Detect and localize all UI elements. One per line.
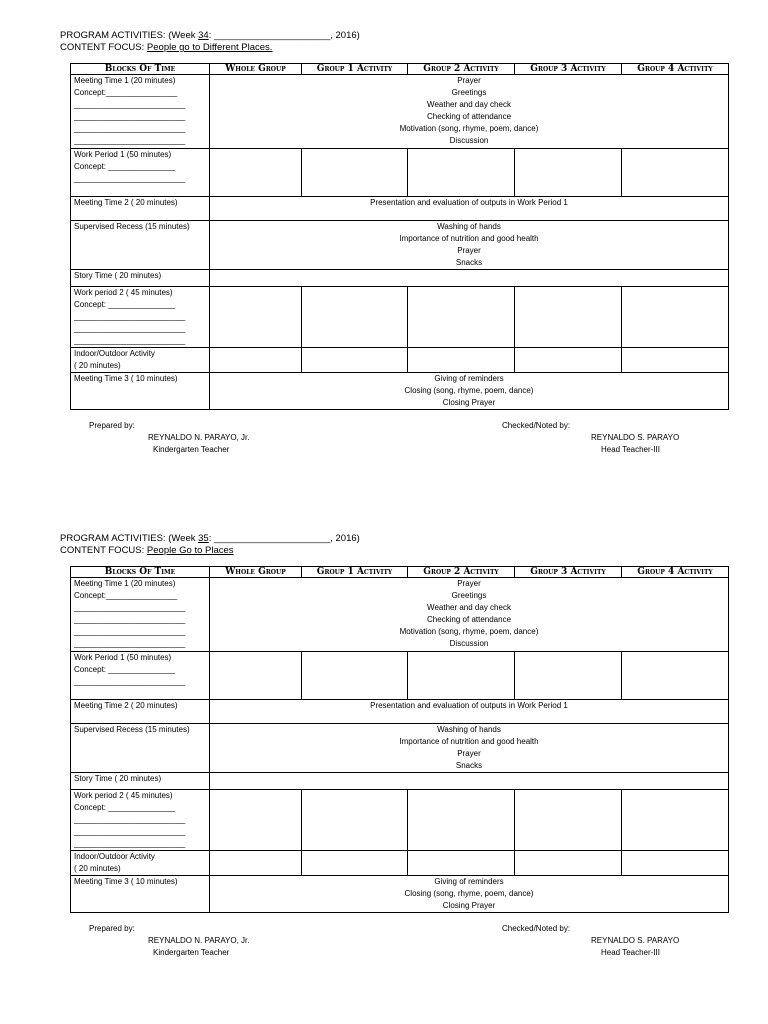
activity-cell[interactable] — [622, 149, 729, 197]
checked-by-title: Head Teacher-III — [601, 948, 660, 957]
week-number: 34 — [198, 30, 209, 41]
table-row — [71, 851, 729, 876]
block-line: _________________________ — [74, 124, 186, 133]
block-line: _________________________ — [74, 827, 186, 836]
activity-line: Greetings — [451, 591, 487, 600]
meeting-time-2-activity — [210, 197, 729, 221]
block-line: Concept: _______________ — [74, 162, 175, 171]
supervised-recess-activities — [210, 221, 729, 270]
activity-line: Prayer — [457, 76, 481, 85]
activity-cell[interactable] — [408, 149, 515, 197]
col-header: Group 3 Activity — [515, 64, 622, 75]
meeting-time-3-activities — [210, 876, 729, 913]
block-line: Indoor/Outdoor Activity — [74, 349, 155, 358]
block-line: Supervised Recess (15 minutes) — [74, 725, 190, 734]
block-line: Meeting Time 2 ( 20 minutes) — [74, 198, 178, 207]
activity-line: Closing Prayer — [442, 398, 496, 407]
table-row — [71, 700, 729, 724]
content-focus-label: CONTENT FOCUS: — [60, 42, 147, 53]
activity-cell[interactable] — [622, 851, 729, 876]
block-line: Concept:________________ — [74, 88, 178, 97]
year-suffix: , 2016) — [330, 30, 360, 41]
table-header-row — [71, 64, 729, 75]
block-line: _________________________ — [74, 839, 186, 848]
block-line: ( 20 minutes) — [74, 864, 121, 873]
col-header: Group 2 Activity — [408, 64, 515, 75]
week-number: 35 — [198, 533, 209, 544]
block-line: _________________________ — [74, 603, 186, 612]
block-line: Indoor/Outdoor Activity — [74, 852, 155, 861]
work-period-2-block — [71, 790, 210, 851]
block-line: Work period 2 ( 45 minutes) — [74, 288, 173, 297]
activity-cell[interactable] — [302, 348, 408, 373]
col-header: Blocks Of Time — [71, 64, 210, 75]
activity-cell[interactable] — [302, 790, 408, 851]
table-row — [71, 348, 729, 373]
meeting-time-3-block — [71, 373, 210, 410]
block-line: _________________________ — [74, 112, 186, 121]
activity-line: Snacks — [455, 258, 483, 267]
block-line: Meeting Time 3 ( 10 minutes) — [74, 877, 178, 886]
table-row — [71, 876, 729, 913]
block-line: _________________________ — [74, 312, 186, 321]
activity-line: Importance of nutrition and good health — [399, 737, 539, 746]
program-label: PROGRAM ACTIVITIES: (Week — [60, 533, 199, 544]
content-focus-line — [60, 42, 272, 54]
story-time-block — [71, 773, 210, 790]
meeting-time-3-block — [71, 876, 210, 913]
content-focus-value: People go to Different Places. — [146, 42, 273, 53]
activity-cell[interactable] — [408, 790, 515, 851]
activity-cell[interactable] — [302, 851, 408, 876]
block-line: Meeting Time 3 ( 10 minutes) — [74, 374, 178, 383]
activity-cell[interactable] — [302, 149, 408, 197]
work-period-1-block — [71, 652, 210, 700]
col-header: Group 2 Activity — [408, 567, 515, 578]
col-header: Group 4 Activity — [622, 567, 729, 578]
block-line: _________________________ — [74, 324, 186, 333]
activity-cell[interactable] — [408, 287, 515, 348]
meeting-time-2-block — [71, 197, 210, 221]
meeting-time-1-activities — [210, 578, 729, 652]
block-line: ( 20 minutes) — [74, 361, 121, 370]
block-line: Concept: _______________ — [74, 665, 175, 674]
activity-line: Discussion — [449, 136, 489, 145]
year-suffix: , 2016) — [330, 533, 360, 544]
story-time-block — [71, 270, 210, 287]
activity-cell[interactable] — [210, 149, 302, 197]
prepared-by-name: REYNALDO N. PARAYO, Jr. — [148, 936, 250, 945]
block-line: _________________________ — [74, 815, 186, 824]
activity-line: Presentation and evaluation of outputs in Work Period 1 — [370, 198, 568, 207]
block-line: Concept: _______________ — [74, 300, 175, 309]
meeting-time-1-block — [71, 578, 210, 652]
activity-line: Motivation (song, rhyme, poem, dance) — [399, 627, 539, 636]
meeting-time-2-activity — [210, 700, 729, 724]
activity-line: Washing of hands — [437, 222, 501, 231]
date-blank: ______________________ — [214, 533, 331, 544]
table-row — [71, 790, 729, 851]
block-line: Work Period 1 (50 minutes) — [74, 653, 172, 662]
table-row — [71, 652, 729, 700]
checked-by-label: Checked/Noted by: — [502, 924, 571, 933]
block-line: _________________________ — [74, 174, 186, 183]
activity-cell[interactable] — [210, 652, 302, 700]
story-time-activity[interactable] — [210, 270, 729, 287]
activity-cell[interactable] — [302, 287, 408, 348]
checked-by-name: REYNALDO S. PARAYO — [591, 936, 680, 945]
prepared-by-title: Kindergarten Teacher — [153, 445, 230, 454]
block-line: Story Time ( 20 minutes) — [74, 774, 162, 783]
table-row — [71, 287, 729, 348]
activity-cell[interactable] — [210, 790, 302, 851]
block-line: _________________________ — [74, 639, 186, 648]
activity-cell[interactable] — [515, 348, 622, 373]
col-header: Group 4 Activity — [622, 64, 729, 75]
work-period-1-block — [71, 149, 210, 197]
indoor-outdoor-block — [71, 348, 210, 373]
col-header: Group 3 Activity — [515, 567, 622, 578]
checked-by-title: Head Teacher-III — [601, 445, 660, 454]
schedule-table — [70, 63, 729, 410]
prepared-by-title: Kindergarten Teacher — [153, 948, 230, 957]
col-header: Group 1 Activity — [302, 567, 408, 578]
table-row — [71, 197, 729, 221]
activity-line: Prayer — [457, 749, 481, 758]
activity-cell[interactable] — [515, 851, 622, 876]
activity-cell[interactable] — [302, 652, 408, 700]
program-activities-line: PROGRAM ACTIVITIES: (Week 35: ______________________, 2016) — [60, 533, 360, 544]
block-line: Meeting Time 1 (20 minutes) — [74, 76, 176, 85]
meeting-time-1-activities — [210, 75, 729, 149]
activity-line: Weather and day check — [427, 603, 511, 612]
col-header: Group 1 Activity — [302, 64, 408, 75]
activity-line: Presentation and evaluation of outputs in Work Period 1 — [370, 701, 568, 710]
block-line: _________________________ — [74, 615, 186, 624]
block-line: Meeting Time 2 ( 20 minutes) — [74, 701, 178, 710]
block-line: _________________________ — [74, 336, 186, 345]
block-line: Concept:________________ — [74, 591, 178, 600]
table-row — [71, 270, 729, 287]
date-blank: ______________________ — [214, 30, 331, 41]
activity-cell[interactable] — [210, 851, 302, 876]
activity-line: Prayer — [457, 579, 481, 588]
block-line: Story Time ( 20 minutes) — [74, 271, 162, 280]
story-time-activity[interactable] — [210, 773, 729, 790]
activity-line: Closing (song, rhyme, poem, dance) — [404, 889, 534, 898]
block-line: Work period 2 ( 45 minutes) — [74, 791, 173, 800]
meeting-time-3-activities — [210, 373, 729, 410]
meeting-time-1-block — [71, 75, 210, 149]
activity-line: Giving of reminders — [434, 374, 504, 383]
block-line: _________________________ — [74, 136, 186, 145]
prepared-by-name: REYNALDO N. PARAYO, Jr. — [148, 433, 250, 442]
table-row — [71, 221, 729, 270]
activity-cell[interactable] — [622, 790, 729, 851]
table-row — [71, 373, 729, 410]
activity-line: Giving of reminders — [434, 877, 504, 886]
meeting-time-2-block — [71, 700, 210, 724]
table-row — [71, 75, 729, 149]
activity-line: Weather and day check — [427, 100, 511, 109]
prepared-by-label: Prepared by: — [89, 421, 135, 430]
table-row — [71, 149, 729, 197]
activity-cell[interactable] — [515, 790, 622, 851]
activity-cell[interactable] — [408, 851, 515, 876]
activity-cell[interactable] — [408, 652, 515, 700]
schedule-table — [70, 566, 729, 913]
content-focus-line — [60, 545, 234, 557]
block-line: Meeting Time 1 (20 minutes) — [74, 579, 176, 588]
content-focus-value: People Go to Places — [146, 545, 234, 556]
activity-line: Motivation (song, rhyme, poem, dance) — [399, 124, 539, 133]
block-line: _________________________ — [74, 100, 186, 109]
activity-line: Importance of nutrition and good health — [399, 234, 539, 243]
activity-line: Prayer — [457, 246, 481, 255]
activity-cell[interactable] — [622, 348, 729, 373]
supervised-recess-block — [71, 724, 210, 773]
activity-line: Checking of attendance — [426, 112, 512, 121]
activity-cell[interactable] — [622, 287, 729, 348]
activity-line: Closing (song, rhyme, poem, dance) — [404, 386, 534, 395]
block-line: Concept: _______________ — [74, 803, 175, 812]
content-focus-label: CONTENT FOCUS: — [60, 545, 147, 556]
activity-line: Closing Prayer — [442, 901, 496, 910]
block-line: Work Period 1 (50 minutes) — [74, 150, 172, 159]
activity-line: Snacks — [455, 761, 483, 770]
col-header: Blocks Of Time — [71, 567, 210, 578]
activity-cell[interactable] — [515, 149, 622, 197]
activity-cell[interactable] — [515, 287, 622, 348]
block-line: _________________________ — [74, 627, 186, 636]
activity-cell[interactable] — [210, 348, 302, 373]
activity-line: Discussion — [449, 639, 489, 648]
checked-by-label: Checked/Noted by: — [502, 421, 571, 430]
table-row — [71, 724, 729, 773]
activity-line: Checking of attendance — [426, 615, 512, 624]
prepared-by-label: Prepared by: — [89, 924, 135, 933]
block-line: Supervised Recess (15 minutes) — [74, 222, 190, 231]
table-header-row — [71, 567, 729, 578]
supervised-recess-block — [71, 221, 210, 270]
table-row — [71, 578, 729, 652]
activity-line: Washing of hands — [437, 725, 501, 734]
activity-cell[interactable] — [622, 652, 729, 700]
activity-line: Greetings — [451, 88, 487, 97]
col-header: Whole Group — [210, 567, 302, 578]
checked-by-name: REYNALDO S. PARAYO — [591, 433, 680, 442]
block-line: _________________________ — [74, 677, 186, 686]
supervised-recess-activities — [210, 724, 729, 773]
program-activities-line: PROGRAM ACTIVITIES: (Week 34: ______________________, 2016) — [60, 30, 360, 41]
work-period-2-block — [71, 287, 210, 348]
activity-cell[interactable] — [210, 287, 302, 348]
activity-cell[interactable] — [408, 348, 515, 373]
table-row — [71, 773, 729, 790]
activity-cell[interactable] — [515, 652, 622, 700]
program-label: PROGRAM ACTIVITIES: (Week — [60, 30, 199, 41]
col-header: Whole Group — [210, 64, 302, 75]
indoor-outdoor-block — [71, 851, 210, 876]
